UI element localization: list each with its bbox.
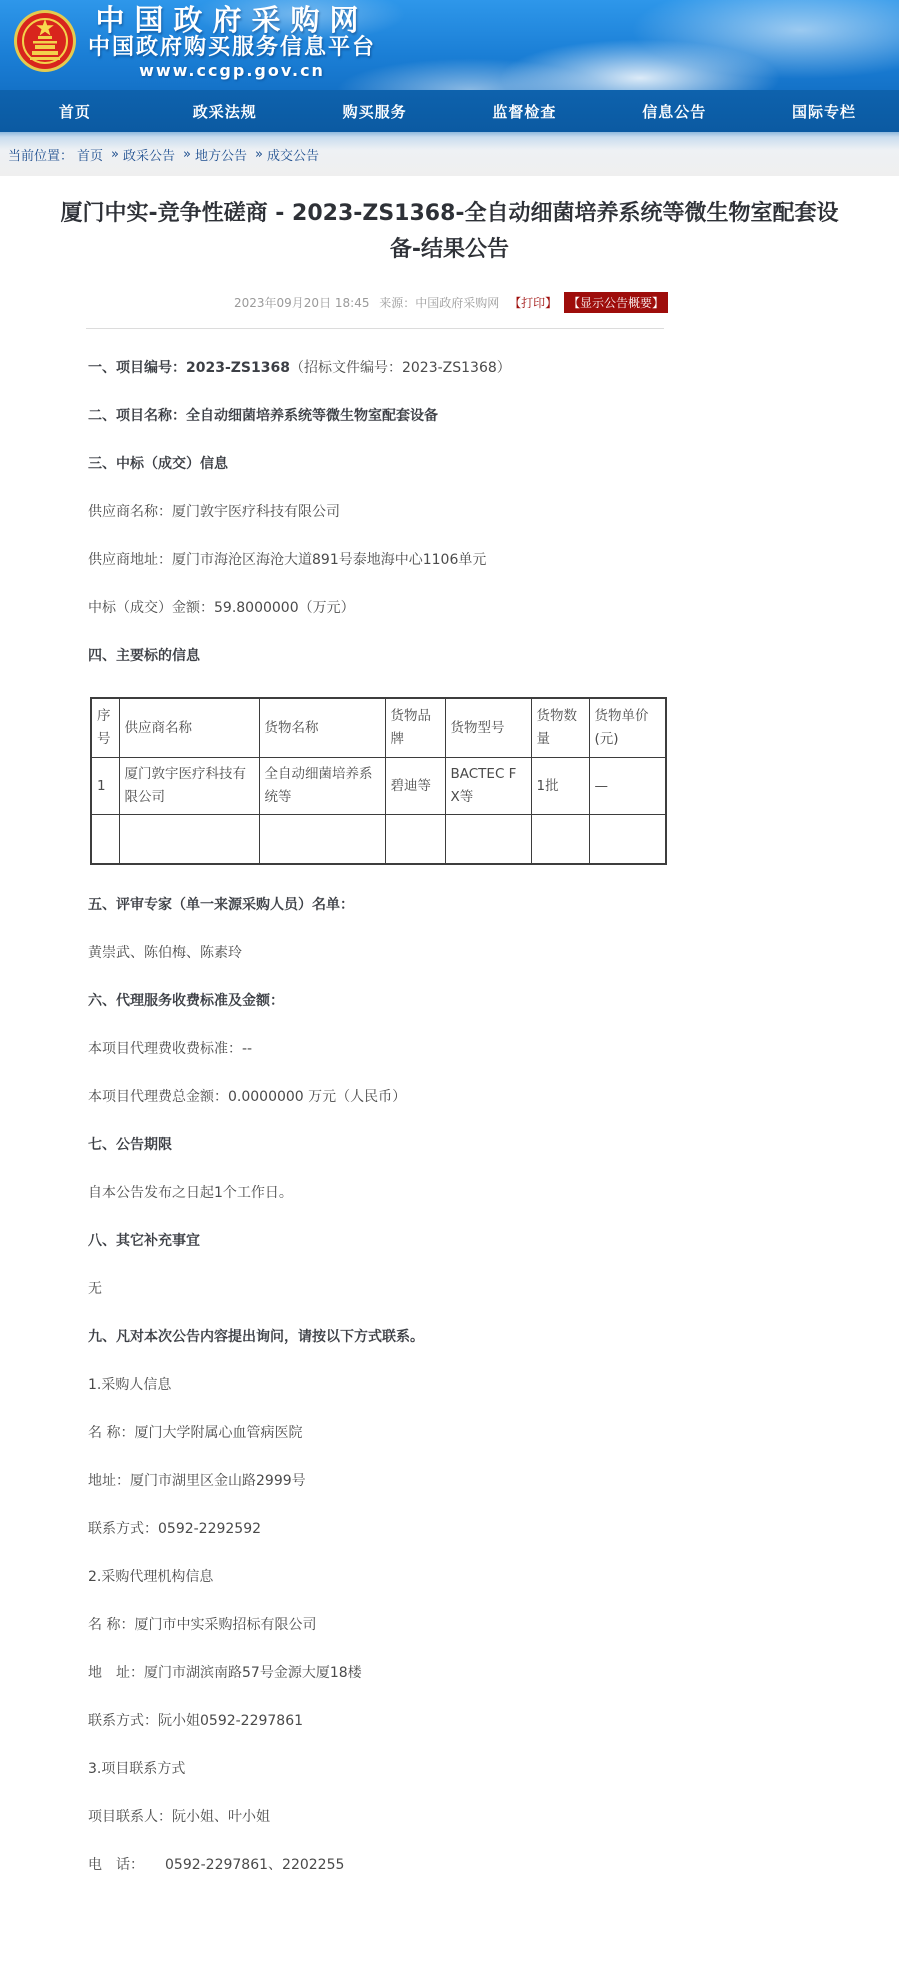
table-cell: [119, 815, 259, 865]
table-header-quantity: 货物数量: [531, 698, 589, 758]
heading-agency-fee: 六、代理服务收费标准及金额：: [88, 993, 284, 1009]
para-agency-contact: 联系方式：阮小姐0592-2297861: [88, 1713, 304, 1729]
table-header-unit-price: 货物单价(元): [589, 698, 666, 758]
para-purchaser-name: 名 称：厦门大学附属心血管病医院: [88, 1425, 303, 1441]
nav-item-international[interactable]: 国际专栏: [792, 102, 857, 121]
para-announcement-period: 自本公告发布之日起1个工作日。: [88, 1185, 293, 1201]
para-project-phone: 电 话： 0592-2297861、2202255: [88, 1857, 345, 1873]
para-supplier-name: 供应商名称：厦门敦宇医疗科技有限公司: [88, 504, 340, 520]
heading-award-info: 三、中标（成交）信息: [88, 456, 228, 472]
article-body: [0, 329, 899, 1973]
table-cell: [385, 815, 445, 865]
para-fee-standard: 本项目代理费收费标准：--: [88, 1041, 253, 1057]
table-cell-goods-name: 全自动细菌培养系统等: [259, 758, 385, 815]
table-cell-quantity: 1批: [531, 758, 589, 815]
nav-item-home[interactable]: 首页: [58, 102, 91, 121]
para-expert-names: 黄崇武、陈伯梅、陈素玲: [88, 945, 242, 961]
para-project-name: 二、项目名称：全自动细菌培养系统等微生物室配套设备: [88, 408, 438, 424]
header-banner: [0, 0, 899, 90]
breadcrumb-prefix: 当前位置：: [8, 148, 74, 164]
table-header-seq: 序号: [91, 698, 119, 758]
award-results-table: [90, 697, 667, 865]
national-emblem-icon: [12, 5, 78, 77]
para-supplier-address: 供应商地址：厦门市海沧区海沧大道891号泰地海中心1106单元: [88, 552, 487, 568]
meta-datetime: 2023年09月20日 18:45: [233, 296, 370, 310]
para-other-matters: 无: [88, 1281, 102, 1297]
para-purchaser-address: 地址：厦门市湖里区金山路2999号: [88, 1473, 306, 1489]
breadcrumb-separator: »: [255, 146, 263, 162]
para-agency-info-title: 2.采购代理机构信息: [88, 1569, 214, 1585]
breadcrumb-link-award-notices[interactable]: 成交公告: [266, 148, 319, 164]
heading-contact-info: 九、凡对本次公告内容提出询问，请按以下方式联系。: [88, 1329, 424, 1345]
para-purchaser-contact: 联系方式：0592-2292592: [88, 1521, 262, 1537]
table-cell-brand: 碧迪等: [385, 758, 445, 815]
breadcrumb-link-home[interactable]: 首页: [77, 148, 104, 164]
para-project-number: 一、项目编号：2023-ZS1368（招标文件编号：2023-ZS1368）: [88, 360, 511, 376]
breadcrumb: [0, 132, 899, 176]
table-cell-seq: 1: [91, 758, 119, 815]
table-cell-supplier: 厦门敦宇医疗科技有限公司: [119, 758, 259, 815]
table-cell: [259, 815, 385, 865]
para-agency-address: 地 址：厦门市湖滨南路57号金源大厦18楼: [88, 1665, 362, 1681]
breadcrumb-link-procurement-notices[interactable]: 政采公告: [123, 148, 176, 164]
nav-item-announcements[interactable]: 信息公告: [642, 102, 707, 121]
nav-item-regulations[interactable]: 政采法规: [192, 102, 257, 121]
site-title: 中国政府采购网: [95, 3, 369, 37]
article-meta: [0, 292, 899, 313]
table-cell: [445, 815, 531, 865]
table-cell: [589, 815, 666, 865]
heading-other-matters: 八、其它补充事宜: [88, 1233, 200, 1249]
table-cell: [531, 815, 589, 865]
table-header-brand: 货物品牌: [385, 698, 445, 758]
print-button[interactable]: 【打印】: [509, 296, 558, 310]
breadcrumb-separator: »: [111, 146, 119, 162]
nav-item-supervision[interactable]: 监督检查: [492, 102, 557, 121]
table-row-empty: [91, 815, 666, 865]
heading-announcement-period: 七、公告期限: [88, 1137, 172, 1153]
table-header-supplier: 供应商名称: [119, 698, 259, 758]
table-cell-model: BACTEC FX等: [445, 758, 531, 815]
announcement-article: [0, 176, 899, 1973]
para-project-contact-title: 3.项目联系方式: [88, 1761, 186, 1777]
breadcrumb-separator: »: [183, 146, 191, 162]
table-row: [91, 758, 666, 815]
site-subtitle: 中国政府购买服务信息平台: [88, 35, 377, 60]
heading-main-subject: 四、主要标的信息: [88, 648, 200, 664]
show-summary-button[interactable]: 【显示公告概要】: [564, 292, 668, 313]
site-logo[interactable]: [12, 5, 376, 81]
heading-experts: 五、评审专家（单一来源采购人员）名单：: [88, 897, 354, 913]
para-award-amount: 中标（成交）金额：59.8000000（万元）: [88, 600, 355, 616]
site-url: www.ccgp.gov.cn: [139, 61, 325, 80]
page-title: 厦门中实-竞争性磋商 - 2023-ZS1368-全自动细菌培养系统等微生物室配套设备-结果公告: [60, 201, 839, 262]
table-cell-unit-price: —: [589, 758, 666, 815]
table-cell: [91, 815, 119, 865]
para-agency-name: 名 称：厦门市中实采购招标有限公司: [88, 1617, 317, 1633]
main-nav: [0, 90, 899, 132]
site-text: [88, 5, 376, 81]
table-header-model: 货物型号: [445, 698, 531, 758]
nav-item-purchase-services[interactable]: 购买服务: [342, 102, 407, 121]
breadcrumb-link-local-notices[interactable]: 地方公告: [194, 148, 247, 164]
table-header-goods-name: 货物名称: [259, 698, 385, 758]
meta-source: 来源：中国政府采购网: [379, 296, 500, 310]
table-header-row: [91, 698, 666, 758]
para-purchaser-info-title: 1.采购人信息: [88, 1377, 172, 1393]
para-fee-total: 本项目代理费总金额：0.0000000 万元（人民币）: [88, 1089, 407, 1105]
para-project-contact-person: 项目联系人：阮小姐、叶小姐: [88, 1809, 270, 1825]
